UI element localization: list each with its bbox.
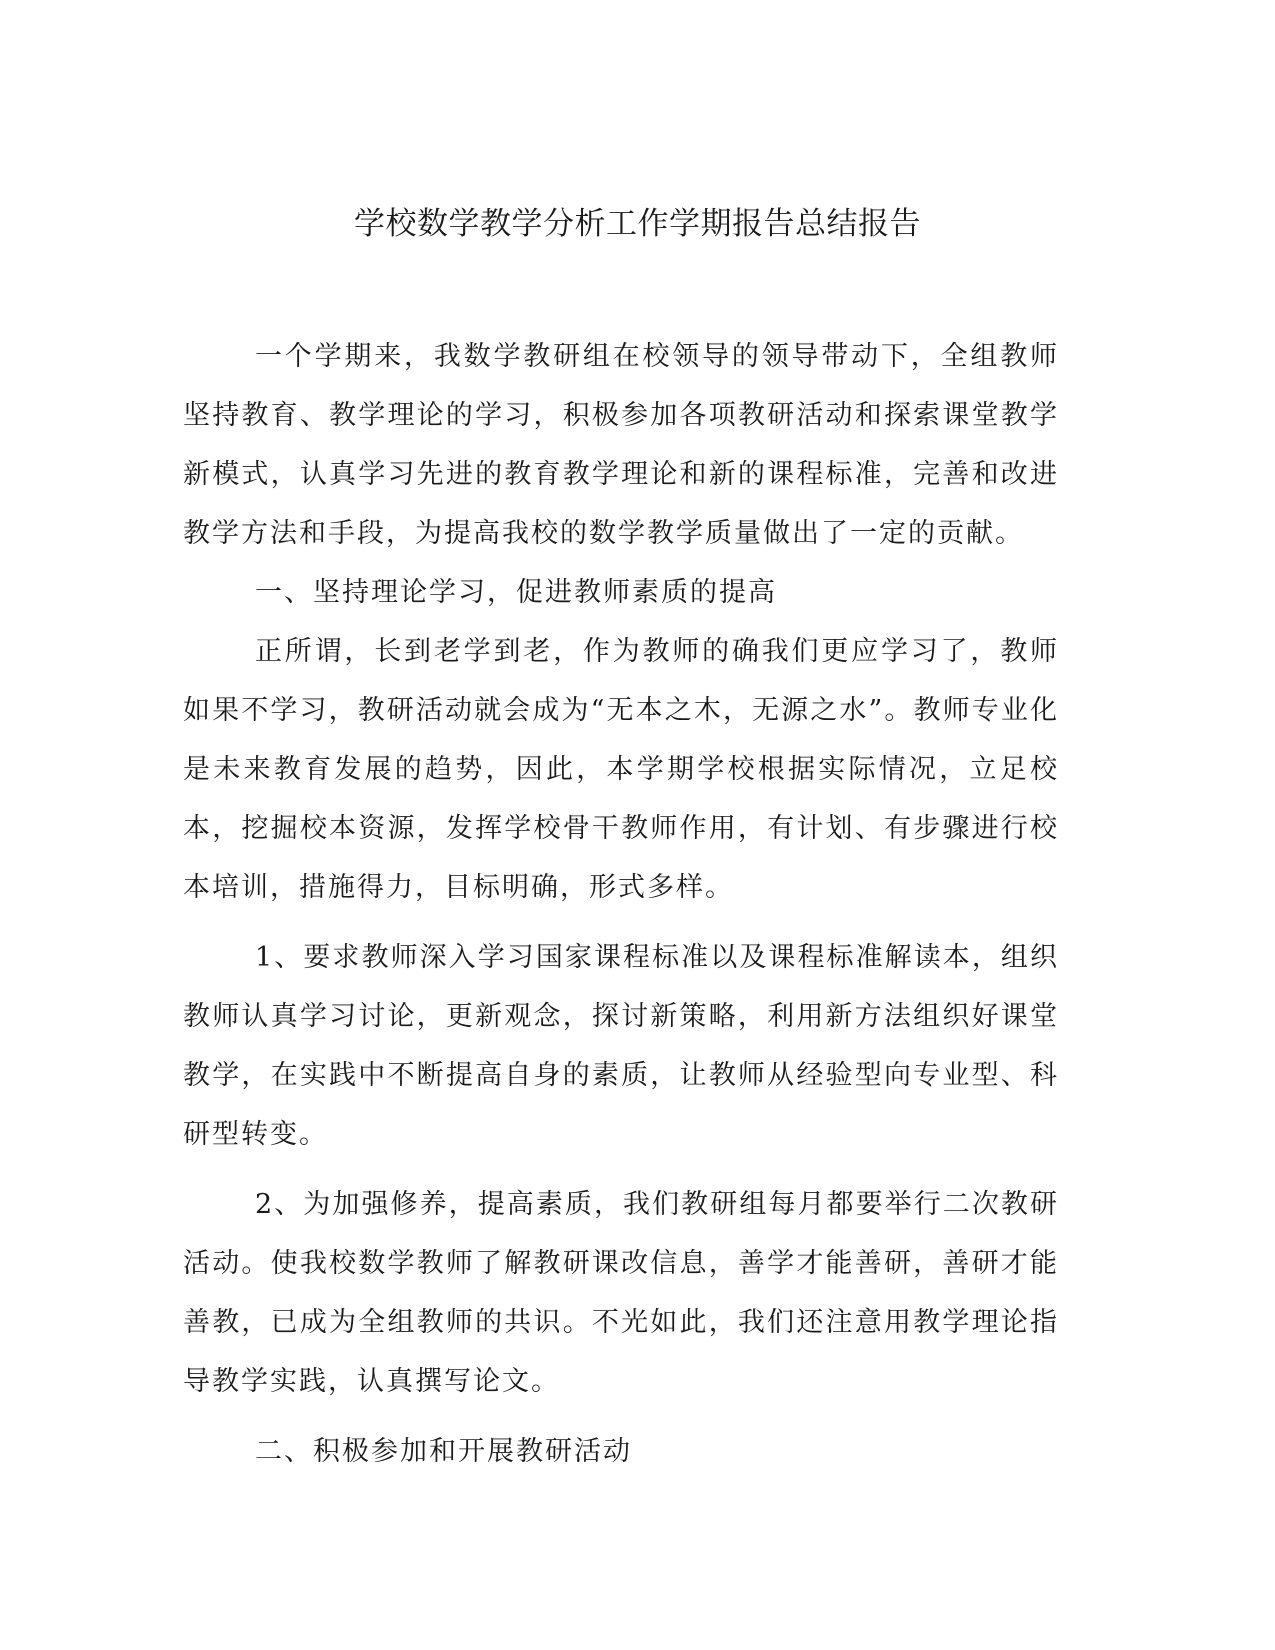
paragraph-intro: 一个学期来，我数学教研组在校领导的领导带动下，全组教师坚持教育、教学理论的学习，积极参加各项教研活动和探索课堂教学新模式，认真学习先进的教育教学理论和新的课程标准，完善和改进教学方法和手段，为提高我校的数学教学质量做出了一定的贡献。 [183, 341, 1059, 549]
paragraph-theory-study: 正所谓，长到老学到老，作为教师的确我们更应学习了，教师如果不学习，教研活动就会成为“无本之木，无源之水”。教师专业化是未来教育发展的趋势，因此，本学期学校根据实际情况，立足校本，挖掘校本资源，发挥学校骨干教师作用，有计划、有步骤进行校本培训，措施得力，目标明确，形式多样。 [183, 636, 1059, 903]
document-title: 学校数学教学分析工作学期报告总结报告 [354, 206, 921, 242]
paragraph-item-1: 1、要求教师深入学习国家课程标准以及课程标准解读本，组织教师认真学习讨论，更新观念，探讨新策略，利用新方法组织好课堂教学，在实践中不断提高自身的素质，让教师从经验型向专业型、科研型转变。 [183, 942, 1059, 1150]
paragraph-item-2: 2、为加强修养，提高素质，我们教研组每月都要举行二次教研活动。使我校数学教师了解教研课改信息，善学才能善研，善研才能善教，已成为全组教师的共识。不光如此，我们还注意用教学理论指导教学实践，认真撰写论文。 [183, 1189, 1059, 1397]
document-body [183, 327, 1059, 1481]
section-heading-2: 二、积极参加和开展教研活动 [255, 1436, 632, 1467]
section-heading-1: 一、坚持理论学习，促进教师素质的提高 [255, 577, 777, 608]
